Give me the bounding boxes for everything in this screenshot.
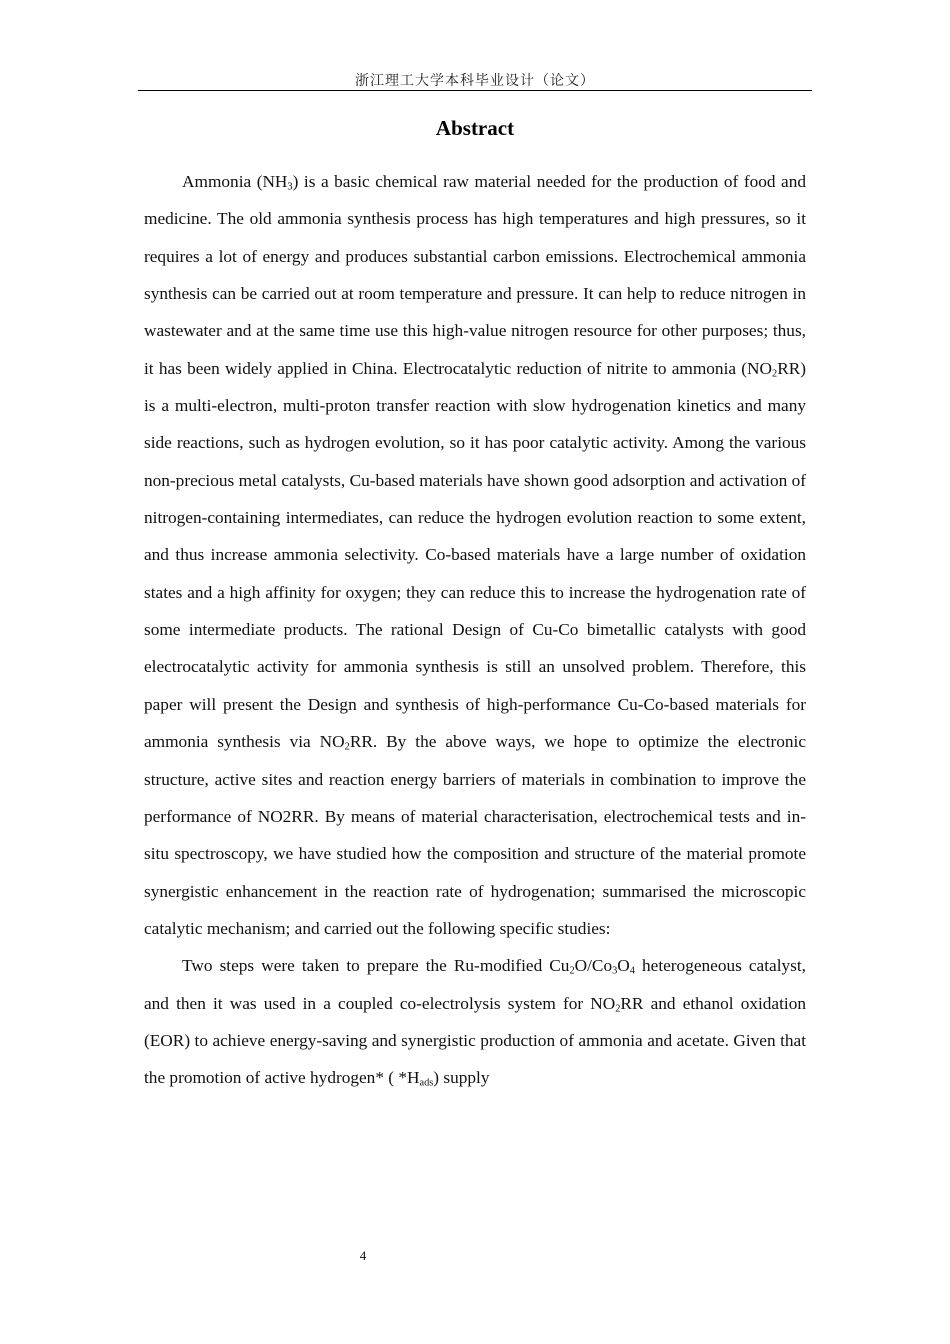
p2-formula-o-co: O/Co: [574, 956, 613, 976]
p2-subscript-o: 4: [629, 965, 635, 977]
p2-subscript-co: 3: [612, 965, 618, 977]
p2-text-2: heterogeneous catalyst, and then it was used in a coupled co-electrolysis system for NO: [144, 956, 806, 1013]
p2-formula-o: O: [617, 956, 630, 976]
p2-text-3: RR and ethanol oxidation (EOR) to achieve energy-saving and synergistic production of ammonia and acetate. Given that the promotion of active hydrogen* ( *H: [144, 993, 806, 1088]
p1-subscript-3: 2: [344, 741, 350, 753]
p1-text-4: RR. By the above ways, we hope to optimize the electronic structure, active sites and reaction energy barriers of materials in combination to improve the performance of NO2RR. By means of material characterisation, electrochemical tests and in-situ spectroscopy, we have studied how the composition and structure of the material promote synergistic enhancement in the reaction rate of hydrogenation; summarised the microscopic catalytic mechanism; and carried out the following specific studies:: [144, 732, 806, 938]
page-number: 4: [359, 1248, 367, 1263]
p1-text-3: RR) is a multi-electron, multi-proton transfer reaction with slow hydrogenation kinetics and many side reactions, such as hydrogen evolution, so it has poor catalytic activity. Among the various non-precious metal catalysts, Cu-based materials have shown good adsorption and activation of nitrogen-containing intermediates, can reduce the hydrogen evolution reaction to some extent, and thus increase ammonia selectivity. Co-based materials have a large number of oxidation states and a high affinity for oxygen; they can reduce this to increase the hydrogenation rate of some intermediate products. The rational Design of Cu-Co bimetallic catalysts with good electrocatalytic activity for ammonia synthesis is still an unsolved problem. Therefore, this paper will present the Design and synthesis of high-performance Cu-Co-based materials for ammonia synthesis via NO: [144, 358, 806, 752]
p2-subscript-ads: ads: [419, 1077, 434, 1089]
p2-text-1: Two steps were taken to prepare the Ru-modified: [182, 956, 550, 976]
abstract-paragraph-2: [144, 947, 806, 1096]
p2-formula-cu: Cu: [549, 956, 570, 976]
p1-text-1: Ammonia (NH: [182, 172, 288, 191]
p2-subscript-cu: 2: [569, 965, 575, 977]
abstract-paragraph-1: [144, 163, 806, 947]
page-title: Abstract: [435, 116, 515, 140]
p1-text-2: ) is a basic chemical raw material needed for the production of food and medicine. The old ammonia synthesis process has high temperatures and high pressures, so it requires a lot of energy and produces substantial carbon emissions. Electrochemical ammonia synthesis can be carried out at room temperature and pressure. It can help to reduce nitrogen in wastewater and at the same time use this high-value nitrogen resource for other purposes; thus, it has been widely applied in China. Electrocatalytic reduction of nitrite to ammonia (NO: [144, 172, 806, 378]
running-header: 浙江理工大学本科毕业设计（论文）: [355, 73, 595, 89]
p2-text-4: ) supply: [433, 1068, 490, 1088]
p1-subscript-2: 2: [772, 368, 778, 380]
p2-subscript-no2: 2: [615, 1003, 621, 1015]
p1-subscript-1: 3: [287, 181, 293, 193]
abstract-body: [144, 163, 806, 1097]
header-rule: [138, 90, 812, 91]
